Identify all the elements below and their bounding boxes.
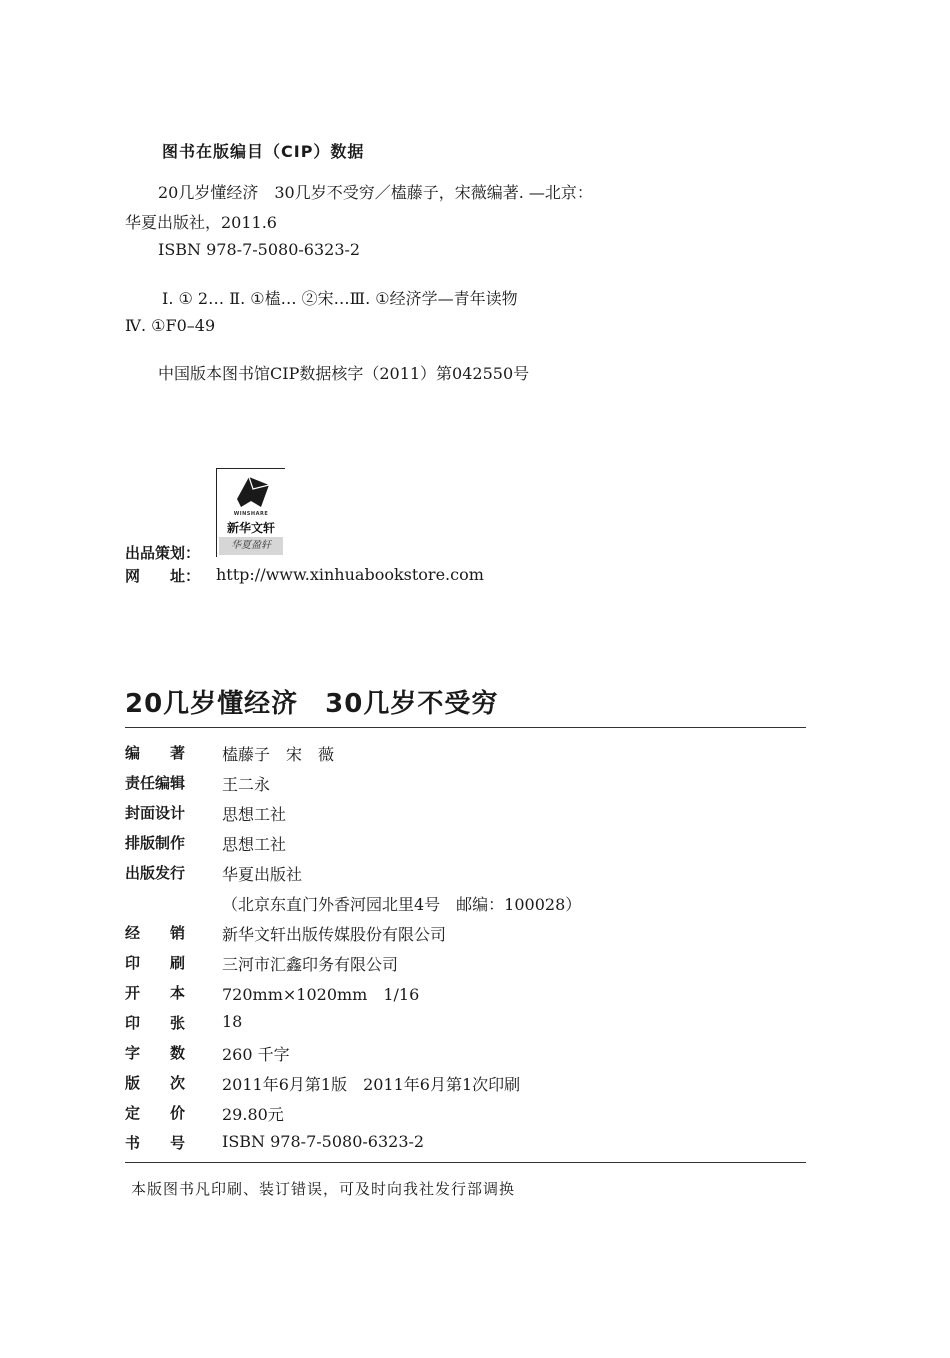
info-value: 29.80元 <box>222 1105 284 1124</box>
info-label: 定 价 <box>125 1104 186 1122</box>
publisher-logo <box>216 468 285 557</box>
cip-classification-code-line: Ⅳ. ①F0–49 <box>125 316 216 335</box>
logo-english-text: WINSHARE <box>233 511 269 517</box>
footer-divider <box>125 1162 806 1163</box>
footer-note: 本版图书凡印刷、装订错误，可及时向我社发行部调换 <box>131 1180 516 1198</box>
info-label: 书 号 <box>125 1134 186 1152</box>
info-label: 经 销 <box>125 924 186 942</box>
logo-band-text: 华夏盈轩 <box>219 537 283 555</box>
info-value: 思想工社 <box>222 805 287 824</box>
info-value-address: （北京东直门外香河园北里4号 邮编：100028） <box>222 895 582 914</box>
cip-title-line: 20几岁懂经济 30几岁不受穷／榼藤子，宋薇编著. —北京： <box>158 183 593 202</box>
info-value: 2011年6月第1版 2011年6月第1次印刷 <box>222 1075 521 1094</box>
info-value: 260 千字 <box>222 1045 290 1064</box>
book-title: 20几岁懂经济 30几岁不受穷 <box>125 689 499 719</box>
info-value: 华夏出版社 <box>222 865 303 884</box>
planner-label: 出品策划： <box>125 544 201 562</box>
info-label: 排版制作 <box>125 834 186 852</box>
cip-isbn-line: ISBN 978-7-5080-6323-2 <box>158 240 361 259</box>
info-value: 三河市汇鑫印务有限公司 <box>222 955 399 974</box>
cip-publisher-line: 华夏出版社，2011.6 <box>125 213 277 232</box>
info-label: 版 次 <box>125 1074 186 1092</box>
info-label: 印 刷 <box>125 954 186 972</box>
winshare-logo-icon <box>231 473 275 511</box>
info-value: 思想工社 <box>222 835 287 854</box>
info-value: 榼藤子 宋 薇 <box>222 745 335 764</box>
logo-chinese-text: 新华文轩 <box>226 521 275 535</box>
website-link[interactable]: http://www.xinhuabookstore.com <box>216 565 484 584</box>
info-value: 18 <box>222 1012 243 1031</box>
info-value: 720mm×1020mm 1/16 <box>222 985 420 1004</box>
info-label: 编 著 <box>125 744 186 762</box>
info-label: 责任编辑 <box>125 774 186 792</box>
cip-heading: 图书在版编目（CIP）数据 <box>162 142 365 161</box>
info-value: 新华文轩出版传媒股份有限公司 <box>222 925 447 944</box>
info-value: ISBN 978-7-5080-6323-2 <box>222 1132 425 1151</box>
cip-record-number-line: 中国版本图书馆CIP数据核字（2011）第042550号 <box>158 364 530 383</box>
title-divider <box>125 727 806 728</box>
website-label: 网 址： <box>125 567 201 585</box>
info-label: 印 张 <box>125 1014 186 1032</box>
info-label: 字 数 <box>125 1044 186 1062</box>
info-label: 出版发行 <box>125 864 186 882</box>
info-label: 开 本 <box>125 984 186 1002</box>
info-label: 封面设计 <box>125 804 186 822</box>
info-value: 王二永 <box>222 775 271 794</box>
cip-classification-line: Ⅰ. ① 2… Ⅱ. ①榼… ②宋…Ⅲ. ①经济学—青年读物 <box>162 289 518 308</box>
